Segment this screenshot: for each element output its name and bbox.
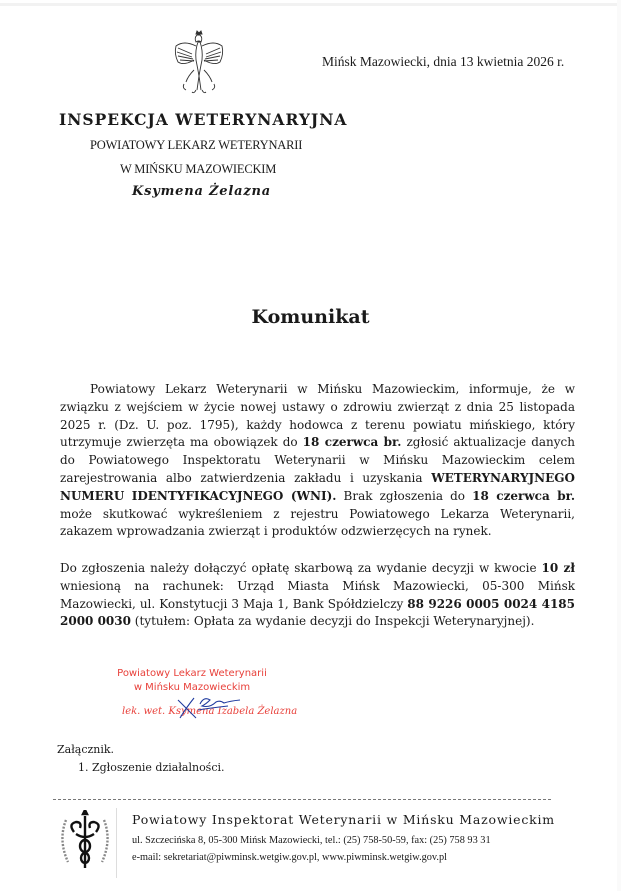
paragraph-text: może skutkować wykreśleniem z rejestru Powiatowego Lekarza Weterynarii, zakazem wprowadzania zwierząt i produktów odzwierzęcych na rynek. [60,506,575,539]
institution-subtitle: POWIATOWY LEKARZ WETERYNARII [90,138,303,152]
footer-contact: e-mail: sekretariat@piwminsk.wetgiw.gov.pl, www.piwminsk.wetgiw.gov.pl [132,852,447,863]
eagle-emblem-icon [170,30,228,100]
footer-divider [53,799,551,800]
officer-name: Ksymena Żelazna [132,184,271,199]
footer-address: ul. Szczecińska 8, 05-300 Mińsk Mazowiecki, tel.: (25) 758-50-59, fax: (25) 758 93 31 [132,835,491,846]
paragraph-text: wniesioną na rachunek: Urząd Miasta Mińsk Mazowiecki, 05-300 Mińsk Mazowiecki, ul. Konstytucji 3 Maja 1, Bank Spółdzielczy [60,578,575,611]
official-stamp [112,667,272,695]
deadline-date: 18 czerwca br. [472,488,575,503]
handwritten-signature-icon [170,692,250,722]
attachment-item: 1. Zgłoszenie działalności. [78,761,225,774]
stamp-signatory: lek. wet. Ksymena Izabela Żelazna [122,706,298,717]
paragraph-text: Do zgłoszenia należy dołączyć opłatę skarbową za wydanie decyzji w kwocie [60,561,542,575]
document-date: Mińsk Mazowiecki, dnia 13 kwietnia 2026 r. [322,54,565,69]
footer-institution: Powiatowy Inspektorat Weterynarii w Mińsku Mazowieckim [132,812,555,827]
institution-name: INSPEKCJA WETERYNARYJNA [59,110,348,129]
paragraph-text: Brak zgłoszenia do [336,488,473,503]
wni-term: WETERYNARYJNEGO NUMERU IDENTYFIKACYJNEGO (WNI). [60,470,575,503]
announcement-paragraph [60,381,575,541]
payment-paragraph [60,560,575,631]
fee-amount: 10 zł [541,561,575,575]
paragraph-text: (tytułem: Opłata za wydanie decyzji do Inspekcji Weterynaryjnej). [130,614,535,629]
paragraph-text: Powiatowy Lekarz Weterynarii w Mińsku Mazowieckim, informuje, że w związku z wejściem w życie nowej ustawy o zdrowiu zwierząt z dnia 25 listopada 2025 r. (Dz. U. poz. 1795), każdy hodowca z terenu powiatu mińskiego, który utrzymuje zwierzęta ma obowiązek do [60,382,575,450]
stamp-line1: Powiatowy Lekarz Weterynarii [117,668,267,679]
attachments-label: Załącznik. [57,743,115,756]
scan-edge [0,3,621,6]
document-title: Komunikat [251,306,370,328]
paragraph-text: zgłosić aktualizacje danych do Powiatowego Inspektoratu Weterynarii w Mińsku Mazowieckim celem zarejestrowania albo zatwierdzenia zakładu i uzyskania [60,435,575,485]
deadline-date: 18 czerwca br. [302,435,402,450]
veterinary-caduceus-logo-icon [56,810,114,872]
stamp-line2: w Mińsku Mazowieckim [133,682,251,693]
institution-location: W MIŃSKU MAZOWIECKIM [120,162,277,176]
scan-edge-right [617,0,621,891]
footer-separator [116,808,117,878]
bank-account-number: 88 9226 0005 0024 4185 2000 0030 [60,596,575,629]
